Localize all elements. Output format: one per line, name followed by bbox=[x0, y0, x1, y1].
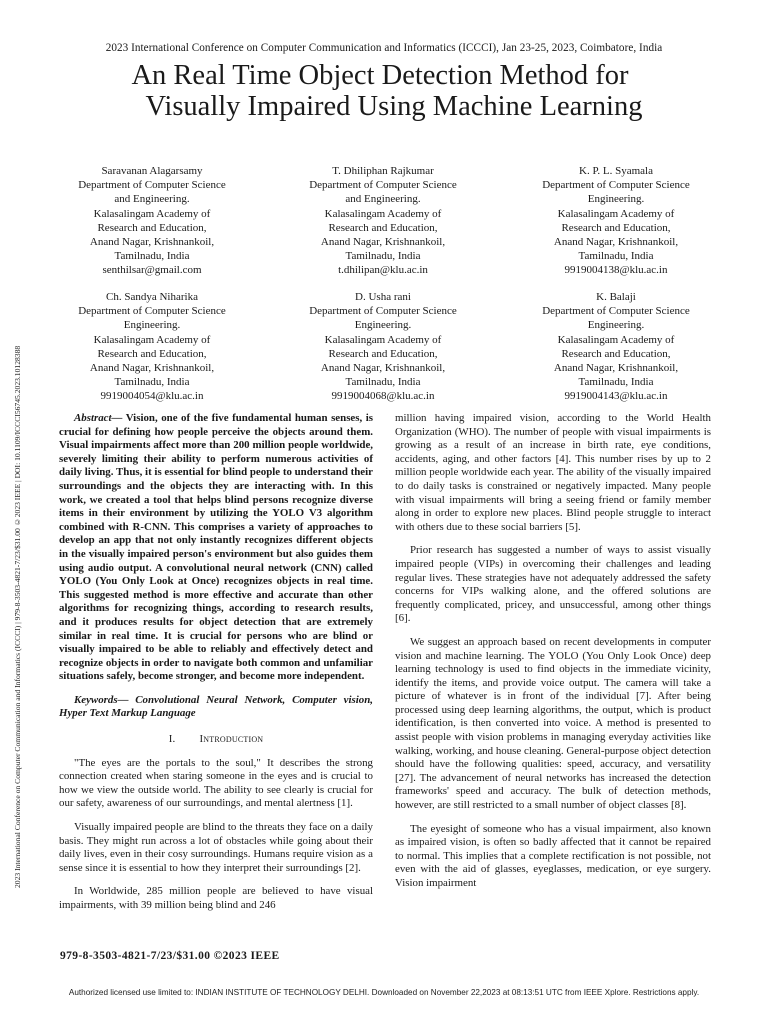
section-heading bbox=[59, 733, 373, 747]
body-paragraph: million having impaired vision, according to the World Health Organization (WHO). The number of people with visual impairments is growing as a result of an increase in birth rate, eye conditions, accidents, aging, and other factors [4]. This number rises by up to 2 million people worldwide each year. The ability of the visually impaired to do daily tasks is constrained or negatively impacted. Many people with visual impairments will bring a seeing friend or family member along in order to explore new places. Blind people struggle to interact with others due to these social barriers [5]. bbox=[395, 412, 711, 533]
author-affiliation-line: Engineering. bbox=[354, 319, 412, 332]
author-affiliation-line: Engineering. bbox=[123, 319, 181, 332]
author-affiliation-line: Engineering. bbox=[587, 193, 645, 206]
section-number: I. bbox=[168, 733, 176, 746]
author-affiliation-line: Kalasalingam Academy of bbox=[93, 207, 211, 220]
author-affiliation-line: Department of Computer Science bbox=[78, 305, 226, 318]
author-block bbox=[293, 290, 473, 404]
right-column bbox=[395, 412, 711, 891]
author-affiliation-line: Research and Education, bbox=[97, 221, 207, 234]
author-affiliation-line: Anand Nagar, Krishnankoil, bbox=[320, 362, 446, 375]
author-affiliation-line: Tamilnadu, India bbox=[578, 376, 654, 389]
author-email: 9919004143@klu.ac.in bbox=[564, 390, 668, 403]
author-affiliation-line: Anand Nagar, Krishnankoil, bbox=[320, 236, 446, 249]
author-affiliation-line: Tamilnadu, India bbox=[345, 376, 421, 389]
author-affiliation-line: Kalasalingam Academy of bbox=[557, 333, 675, 346]
isbn-copyright: 979-8-3503-4821-7/23/$31.00 ©2023 IEEE bbox=[60, 950, 280, 962]
author-email: senthilsar@gmail.com bbox=[102, 264, 202, 277]
author-affiliation-line: Tamilnadu, India bbox=[114, 250, 190, 263]
section-title: Introduction bbox=[199, 733, 264, 746]
doi-sidebar: 2023 International Conference on Computer Communication and Informatics (ICCCI) | 979-8-3503-4821-7/23/$31.00 ©2023 IEEE | DOI: 10.1109/ICCCI56745.2023.10128388 bbox=[13, 345, 22, 888]
license-footer: Authorized licensed use limited to: INDIAN INSTITUTE OF TECHNOLOGY DELHI. Downloaded on November 22,2023 at 08:13:51 UTC from IEEE Xplore. Restrictions apply. bbox=[68, 988, 700, 997]
author-affiliation-line: Department of Computer Science bbox=[309, 305, 457, 318]
author-affiliation-line: Anand Nagar, Krishnankoil, bbox=[553, 362, 679, 375]
author-affiliation-line: Anand Nagar, Krishnankoil, bbox=[553, 236, 679, 249]
author-name: K. P. L. Syamala bbox=[579, 165, 653, 177]
body-paragraph: In Worldwide, 285 million people are believed to have visual impairments, with 39 million being blind and 246 bbox=[59, 885, 373, 911]
author-affiliation-line: Kalasalingam Academy of bbox=[324, 207, 442, 220]
title-line-2: Visually Impaired Using Machine Learning bbox=[145, 91, 643, 122]
author-email: 9919004054@klu.ac.in bbox=[100, 390, 204, 403]
author-name: Saravanan Alagarsamy bbox=[101, 165, 203, 177]
author-affiliation-line: Kalasalingam Academy of bbox=[93, 333, 211, 346]
title-line-1: An Real Time Object Detection Method for bbox=[131, 60, 629, 91]
author-affiliation-line: Tamilnadu, India bbox=[345, 250, 421, 263]
author-affiliation-line: Engineering. bbox=[587, 319, 645, 332]
abstract-label: Abstract— bbox=[74, 412, 123, 424]
author-affiliation-line: Kalasalingam Academy of bbox=[324, 333, 442, 346]
author-email: 9919004068@klu.ac.in bbox=[331, 390, 435, 403]
author-affiliation-line: Research and Education, bbox=[328, 221, 438, 234]
author-affiliation-line: Research and Education, bbox=[561, 347, 671, 360]
author-name: T. Dhiliphan Rajkumar bbox=[332, 165, 434, 177]
author-affiliation-line: Research and Education, bbox=[561, 221, 671, 234]
author-affiliation-line: Department of Computer Science bbox=[542, 179, 690, 192]
author-name: D. Usha rani bbox=[355, 291, 411, 303]
author-block bbox=[526, 164, 706, 278]
abstract bbox=[59, 412, 373, 684]
abstract-text: Vision, one of the five fundamental human senses, is crucial for defining how people perceive the objects around them. Visual impairments affect more than 200 million people worldwide, severely limiting their ability to perform numerous activities of daily living. Thus, it is essential for blind people to understand their surroundings and the objects they are interacting with. In this work, we created a tool that helps blind persons recognize diverse items in their environment by utilizing the YOLO V3 algorithm combined with R-CNN. This comprises a variety of approaches to develop an app that not only instantly recognizes different objects in the visually impaired person's environment but also guides them using audio output. A convolutional neural network (CNN) called YOLO (You Only Look at Once) recognizes objects in real time. This suggested method is more effective and accurate than other algorithms for recognizing things, according to research results, and it produces results for object detection that are extremely similar in real time. It is crucial for persons who are blind or visually impaired to be able to reliably and effectively detect and recognize objects in order to navigate both common and unfamiliar situations safely, become stronger, and become more independent. bbox=[59, 412, 373, 683]
author-email: t.dhilipan@klu.ac.in bbox=[338, 264, 428, 277]
author-block bbox=[62, 164, 242, 278]
author-affiliation-line: Tamilnadu, India bbox=[114, 376, 190, 389]
author-affiliation-line: Anand Nagar, Krishnankoil, bbox=[89, 236, 215, 249]
author-name: K. Balaji bbox=[596, 291, 636, 303]
body-paragraph: The eyesight of someone who has a visual impairment, also known as impaired vision, is often so badly affected that it cannot be repaired to normal. This implies that a complete rectification is not possible, not even with the aid of glasses, eyeglasses, medication, or eye surgery. Vision impairment bbox=[395, 822, 711, 889]
author-block bbox=[62, 290, 242, 404]
body-paragraph: Prior research has suggested a number of ways to assist visually impaired people (VIPs) in overcoming their challenges and leading regular lives. These strategies have not adequately addressed the safety concerns for VIPs walking alone, and the offered solutions are frequently complicated, pricey, and unsuccessful, among other things [6]. bbox=[395, 544, 711, 625]
author-block bbox=[293, 164, 473, 278]
paper-title bbox=[40, 60, 720, 122]
author-affiliation-line: Research and Education, bbox=[328, 347, 438, 360]
author-affiliation-line: Department of Computer Science bbox=[542, 305, 690, 318]
conference-header: 2023 International Conference on Computer Communication and Informatics (ICCCI), Jan 23-25, 2023, Coimbatore, India bbox=[105, 42, 663, 54]
author-name: Ch. Sandya Niharika bbox=[106, 291, 198, 303]
author-block bbox=[526, 290, 706, 404]
author-affiliation-line: Tamilnadu, India bbox=[578, 250, 654, 263]
author-affiliation-line: and Engineering. bbox=[345, 193, 421, 206]
author-affiliation-line: Department of Computer Science bbox=[309, 179, 457, 192]
author-affiliation-line: Kalasalingam Academy of bbox=[557, 207, 675, 220]
body-paragraph: "The eyes are the portals to the soul," It describes the strong connection created when staring someone in the eyes and is crucial to how we view the outside world. The ability to see clearly is crucial for our safety, awareness of our surroundings, and mental alertness [1]. bbox=[59, 756, 373, 810]
keywords: Keywords— Convolutional Neural Network, Computer vision, Hyper Text Markup Language bbox=[59, 693, 373, 720]
author-affiliation-line: Anand Nagar, Krishnankoil, bbox=[89, 362, 215, 375]
left-column bbox=[59, 412, 373, 913]
body-paragraph: Visually impaired people are blind to the threats they face on a daily basis. They might run across a lot of obstacles while going about their daily lives, even in their cosy surroundings. Humans require vision as a sense since it is essential to how they interpret their surroundings [2]. bbox=[59, 821, 373, 874]
author-affiliation-line: Department of Computer Science bbox=[78, 179, 226, 192]
body-paragraph: We suggest an approach based on recent developments in computer vision and machine learning. The YOLO (You Only Look Once) deep learning technology is used to find objects in the immediate vicinity, identify the items, and provide voice output. The camera will take a picture of whatever is in front of the individual [7]. After being processed using deep learning algorithms, the output, which is product identification, is then converted into voice. A method is presented to assist people with vision problems in managing everyday activities like walking, working, and house cleaning. General-purpose object detection should have the following qualities: speed, accuracy, and versatility [27]. The advancement of neural networks has increased the detection frameworks' speed and accuracy. The bulk of detection methods, however, are still restricted to a small number of object classes [8]. bbox=[395, 635, 711, 812]
author-affiliation-line: and Engineering. bbox=[114, 193, 190, 206]
author-email: 9919004138@klu.ac.in bbox=[564, 264, 668, 277]
author-affiliation-line: Research and Education, bbox=[97, 347, 207, 360]
